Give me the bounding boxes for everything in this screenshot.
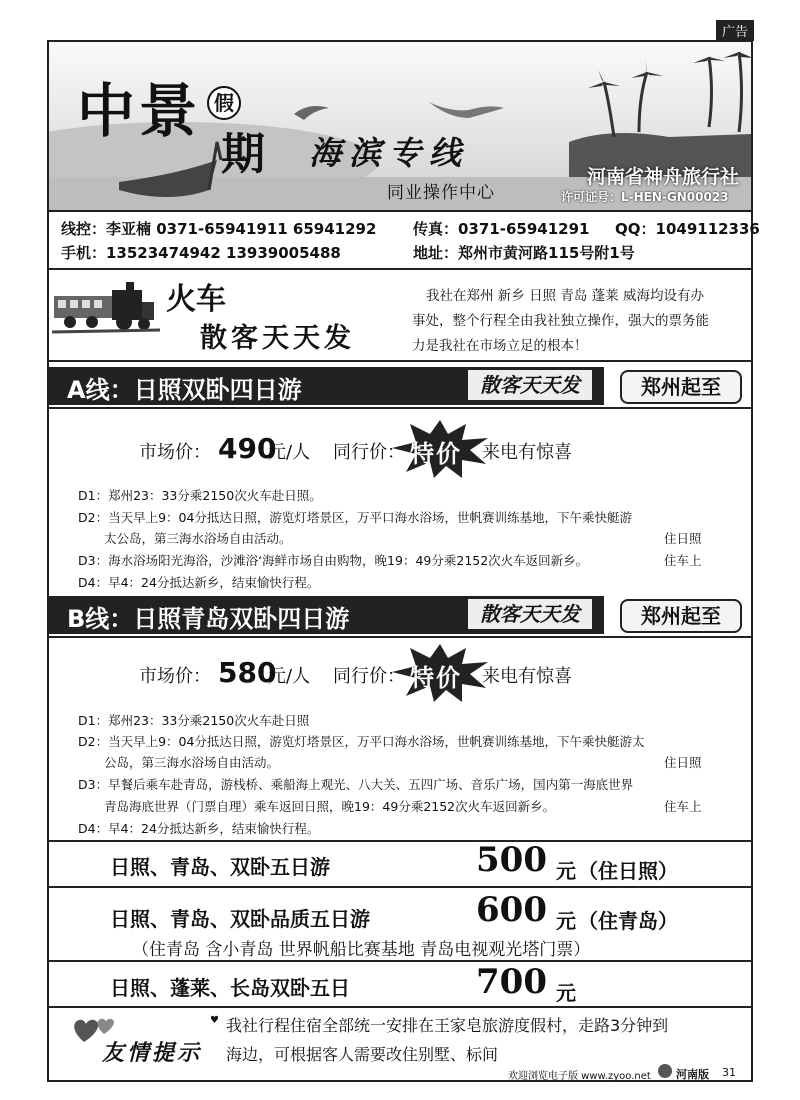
line-a-call: 来电有惊喜	[482, 442, 572, 463]
package-3-unit: 元	[556, 981, 576, 1005]
line-a-d4: D4：早4：24分抵达新乡，结束愉快行程。	[78, 575, 320, 590]
line-a-d3: D3：海水浴场阳光海浴，沙滩浴‘海鲜市场自由购物，晚19：49分乘2152次火车返回新乡。	[78, 553, 589, 568]
slogan: 海滨专线	[309, 134, 470, 172]
brand-qi: 期	[221, 129, 265, 180]
line-b-d2-stay: 住日照	[664, 755, 702, 770]
mobile: 手机：13523474942 13939005488	[61, 244, 341, 262]
line-a-d2-cont: 太公岛，第三海水浴场自由活动。	[104, 531, 292, 546]
line-a-tag: 散客天天发	[468, 370, 592, 400]
line-b-d1: D1：郑州23：33分乘2150次火车赴日照	[78, 713, 310, 728]
price-unit: 元/人	[268, 442, 311, 463]
qq: QQ：1049112336	[615, 220, 760, 238]
line-b-header	[49, 596, 604, 634]
agency-name: 河南省神舟旅行社	[587, 166, 740, 188]
train-intro-1: 我社在郑州 新乡 日照 青岛 蓬莱 威海均设有办	[426, 288, 704, 304]
footer-logo-icon	[658, 1064, 672, 1078]
divider	[49, 636, 751, 638]
package-1-price: 500	[476, 840, 547, 880]
contact-block	[49, 210, 760, 270]
line-b-tag: 散客天天发	[468, 599, 592, 629]
market-label: 市场价：	[139, 442, 211, 463]
line-a-title: A线：日照双卧四日游	[67, 376, 302, 404]
line-a-special: 特价	[410, 440, 462, 468]
train-intro-2: 事处，整个行程全由我社独立操作，强大的票务能	[412, 313, 709, 329]
package-3-price: 700	[476, 962, 547, 1002]
page-number: 31	[722, 1066, 736, 1079]
line-b-market-price: 580	[218, 656, 277, 689]
package-3-name: 日照、蓬莱、长岛双卧五日	[110, 976, 350, 1000]
tip-line-1: 我社行程住宿全部统一安排在王家皂旅游度假村，走路3分钟到	[226, 1016, 669, 1035]
line-b-d2: D2：当天早上9：04分抵达日照，游览灯塔景区，万平口海水浴场，世帆赛训练基地，下午乘快艇游太	[78, 734, 645, 749]
footer-edition: 河南版	[676, 1068, 709, 1081]
heart-bullet-icon: ♥	[210, 1015, 219, 1026]
train-icon	[52, 282, 160, 337]
line-b-d2-cont: 公岛，第三海水浴场自由活动。	[104, 755, 280, 770]
package-2-unit: 元	[556, 909, 576, 933]
line-b-d4: D4：早4：24分抵达新乡，结束愉快行程。	[78, 821, 320, 836]
brand-zhongjing: 中景	[77, 77, 202, 145]
package-1-note: （住日照）	[578, 859, 678, 883]
price-unit: 元/人	[268, 666, 311, 687]
line-b-special: 特价	[410, 664, 462, 692]
package-2-name: 日照、青岛、双卧品质五日游	[110, 907, 370, 931]
line-a-header	[49, 367, 604, 405]
line-a-market-price: 490	[218, 432, 277, 465]
line-a-d1: D1：郑州23：33分乘2150次火车赴日照。	[78, 488, 322, 503]
peer-label: 同行价：	[333, 666, 405, 687]
ad-tag: 广告	[716, 20, 754, 41]
address: 地址：郑州市黄河路115号附1号	[413, 244, 635, 262]
license-number: 许可证号：L-HEN-GN00023	[561, 190, 729, 204]
package-1-unit: 元	[556, 859, 576, 883]
tip-label: 友情提示	[102, 1040, 203, 1066]
line-b-d3: D3：早餐后乘车赴青岛，游栈桥、乘船海上观光、八大关、五四广场、音乐广场，国内第一海底世界	[78, 777, 634, 792]
market-label: 市场价：	[139, 666, 211, 687]
operation-center: 同业操作中心	[387, 183, 495, 203]
line-a-d2: D2：当天早上9：04分抵达日照，游览灯塔景区，万平口海水浴场，世帆赛训练基地，下午乘快艇游	[78, 510, 632, 525]
divider	[49, 960, 751, 962]
divider	[49, 407, 751, 409]
divider	[49, 360, 751, 362]
divider	[49, 1006, 751, 1008]
train-intro-3: 力是我社在市场立足的根本！	[412, 338, 588, 354]
line-a-origin: 郑州起至	[620, 370, 742, 404]
brand-jia: 假	[207, 86, 241, 120]
line-control: 线控：李亚楠 0371-65941911 65941292	[61, 220, 377, 238]
package-2-price: 600	[476, 890, 547, 930]
line-b-call: 来电有惊喜	[482, 666, 572, 687]
package-1-name: 日照、青岛、双卧五日游	[110, 855, 330, 879]
train-subtitle: 散客天天发	[200, 323, 355, 354]
footer-browse: 欢迎浏览电子版 www.zyoo.net	[508, 1071, 651, 1082]
line-b-d3-stay: 住车上	[664, 799, 702, 814]
line-b-d3-cont: 青岛海底世界（门票自理）乘车返回日照，晚19：49分乘2152次火车返回新乡。	[104, 799, 556, 814]
package-2-includes: （住青岛 含小青岛 世界帆船比赛基地 青岛电视观光塔门票）	[132, 940, 591, 960]
banner	[49, 42, 751, 210]
line-a-d2-stay: 住日照	[664, 531, 702, 546]
peer-label: 同行价：	[333, 442, 405, 463]
train-title: 火车	[166, 282, 226, 317]
divider	[49, 886, 751, 888]
fax: 传真：0371-65941291	[413, 220, 590, 238]
tip-line-2: 海边，可根据客人需要改住别墅、标间	[226, 1045, 499, 1064]
line-b-origin: 郑州起至	[620, 599, 742, 633]
line-b-title: B线：日照青岛双卧四日游	[67, 605, 350, 633]
package-2-note: （住青岛）	[578, 909, 678, 933]
divider	[49, 840, 751, 842]
line-a-d3-stay: 住车上	[664, 553, 702, 568]
